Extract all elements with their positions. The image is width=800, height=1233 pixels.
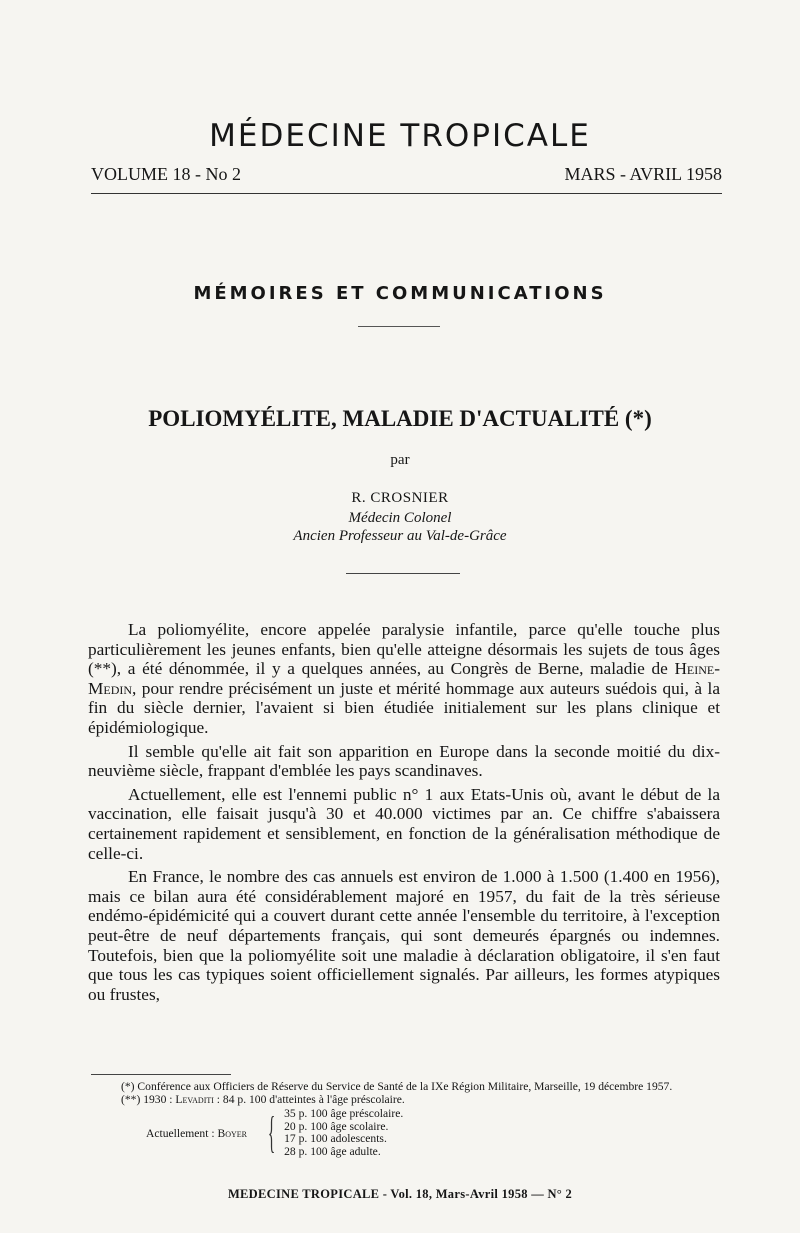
- page-footer: MEDECINE TROPICALE - Vol. 18, Mars-Avril 1958 — N° 2: [227, 1187, 573, 1201]
- footnote-1: (*) Conférence aux Officiers de Réserve du Service de Santé de la IXe Région Militaire, Marseille, 19 décembre 1957.: [121, 1080, 673, 1093]
- footnote-text: (**) 1930 :: [121, 1093, 176, 1106]
- byline-par: par: [390, 452, 410, 468]
- author-reference: Boyer: [217, 1126, 247, 1140]
- paragraph: En France, le nombre des cas annuels est environ de 1.000 à 1.500 (1.400 en 1956), mais ce bilan aura été considérablement majoré en 1957, du fait de la très sérieuse endémo-épidémicité qui a couvert durant cette année l'ensemble du territoire, à l'exception peut-être de neuf départements français, qui sont demeurés épargnés ou indemnes. Toutefois, bien que la poliomyélite soit une maladie à déclaration obligatoire, il s'en faut que tous les cas typiques soient officiellement signalés. Par ailleurs, les formes atypiques ou frustes,: [88, 867, 720, 1004]
- author-name: R. CROSNIER: [351, 490, 449, 506]
- paragraph-text: , pour rendre précisément un juste et mérité hommage aux auteurs suédois qui, à la fin du siècle dernier, l'avaient si bien étudiée initialement sur les plans clinique et épidémiologique.: [88, 678, 720, 737]
- article-body: [88, 620, 720, 1008]
- volume-number: VOLUME 18 - No 2: [91, 164, 241, 184]
- author-affiliation: Ancien Professeur au Val-de-Grâce: [293, 528, 507, 544]
- journal-title: MÉDECINE TROPICALE: [209, 118, 591, 154]
- paragraph: [88, 620, 720, 738]
- footnote-rule: [91, 1074, 231, 1075]
- author-reference: Levaditi: [175, 1093, 214, 1106]
- age-distribution-list: [284, 1108, 403, 1158]
- issue-date: MARS - AVRIL 1958: [564, 164, 722, 184]
- paragraph: Actuellement, elle est l'ennemi public n° 1 aux Etats-Unis où, avant le début de la vaccination, elle faisait jusqu'à 30 et 40.000 victimes par an. Ce chiffre s'abaissera certainement rapidement et sensiblement, en fonction de la généralisation méthodique de celle-ci.: [88, 784, 720, 863]
- footnote-text: : 84 p. 100 d'atteintes à l'âge préscolaire.: [213, 1093, 405, 1106]
- section-divider: [358, 326, 440, 327]
- footnotes: [91, 1080, 721, 1158]
- footnote-2: [91, 1093, 721, 1106]
- article-title: POLIOMYÉLITE, MALADIE D'ACTUALITÉ (*): [148, 406, 652, 431]
- list-item: 20 p. 100 âge scolaire.: [284, 1119, 389, 1133]
- footnote-3-label: Actuellement : Boyer: [146, 1126, 247, 1140]
- author-reference: Heine-Medin: [88, 659, 720, 698]
- list-item: 28 p. 100 âge adulte.: [284, 1144, 381, 1158]
- footnote-3: [91, 1108, 721, 1158]
- list-item: 17 p. 100 adolescents.: [284, 1132, 387, 1145]
- header-rule: [91, 193, 722, 194]
- section-title: MÉMOIRES ET COMMUNICATIONS: [193, 283, 607, 304]
- paragraph-text: La poliomyélite, encore appelée paralysie infantile, parce qu'elle touche plus particulièrement les jeunes enfants, bien qu'elle atteigne désormais les sujets de tous âges (**), a été dénommée, il y a quelques années, au Congrès de Berne, maladie de: [88, 620, 720, 679]
- title-divider: [346, 573, 460, 574]
- paragraph: Il semble qu'elle ait fait son apparition en Europe dans la seconde moitié du dix-neuvième siècle, frappant d'emblée les pays scandinaves.: [88, 741, 720, 781]
- list-item: 35 p. 100 âge préscolaire.: [284, 1107, 404, 1120]
- brace-icon: {: [267, 1108, 276, 1157]
- issue-line: [91, 164, 722, 185]
- author-rank: Médecin Colonel: [348, 510, 452, 526]
